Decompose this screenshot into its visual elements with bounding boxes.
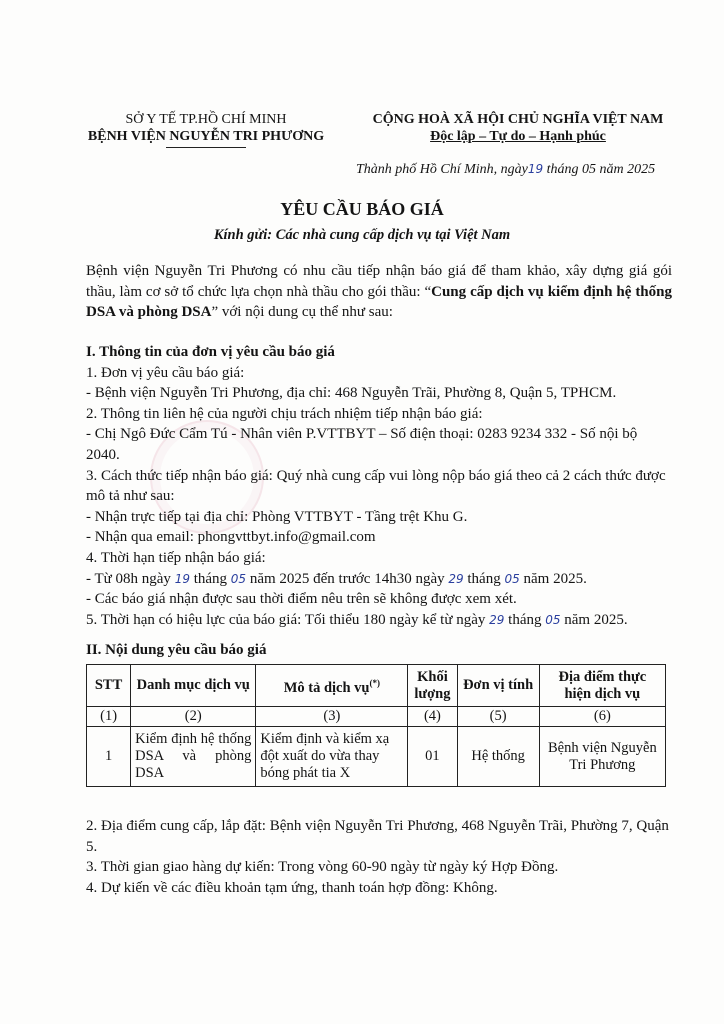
l9-day1-handwritten: 19 (174, 571, 190, 586)
section-2-lines (86, 816, 672, 898)
section-1-line-11 (86, 610, 672, 631)
header-quantity: Khối lượng (408, 665, 457, 707)
section-1-line-7: - Nhận qua email: phongvttbyt.info@gmail.com (86, 529, 376, 546)
intro-paragraph (86, 261, 672, 323)
col-number-3: (3) (256, 707, 408, 727)
l9-b: tháng (189, 570, 231, 587)
intro-part2: ” với nội dung cụ thể như sau: (211, 304, 393, 321)
header-stt: STT (87, 665, 131, 707)
l11-day-handwritten: 29 (489, 612, 505, 627)
l11-c: năm 2025. (560, 611, 628, 628)
section-1-line-3: 2. Thông tin liên hệ của người chịu trách nhiệm tiếp nhận báo giá: (86, 405, 483, 422)
department-name: SỞ Y TẾ TP.HỒ CHÍ MINH (125, 112, 287, 127)
l9-month2-handwritten: 05 (504, 571, 520, 586)
section-1-line-10: - Các báo giá nhận được sau thời điểm nêu trên sẽ không được xem xét. (86, 591, 517, 608)
section-1-line-5: 3. Cách thức tiếp nhận báo giá: Quý nhà cung cấp vui lòng nộp báo giá theo cả 2 cách thức được mô tả như sau: (86, 467, 666, 505)
col-number-5: (5) (457, 707, 539, 727)
l9-month1-handwritten: 05 (230, 571, 247, 586)
section-1-heading: I. Thông tin của đơn vị yêu cầu báo giá (86, 344, 335, 360)
motto (358, 127, 678, 146)
country-name: CỘNG HOÀ XÃ HỘI CHỦ NGHĨA VIỆT NAM (372, 112, 664, 127)
header-service-list: Danh mục dịch vụ (131, 665, 256, 707)
table-header-row (87, 665, 666, 707)
motto-text: Độc lập – Tự do – Hạnh phúc (430, 129, 606, 144)
section-2-line-3: 3. Thời gian giao hàng dự kiến: Trong vòng 60-90 ngày từ ngày ký Hợp Đồng. (86, 859, 559, 876)
date-line (356, 162, 655, 178)
service-table (86, 664, 666, 787)
section-1-line-6: - Nhận trực tiếp tại địa chỉ: Phòng VTTBYT - Tầng trệt Khu G. (86, 508, 468, 525)
row-quantity: 01 (408, 727, 457, 787)
l9-day2-handwritten: 29 (448, 571, 464, 586)
recipient-line: Kính gửi: Các nhà cung cấp dịch vụ tại Việt Nam (213, 227, 511, 243)
col-number-4: (4) (408, 707, 457, 727)
row-unit: Hệ thống (457, 727, 539, 787)
header-service-description (256, 665, 408, 707)
header-description-text: Mô tả dịch vụ (283, 679, 370, 696)
intro-part1: Bệnh viện Nguyễn Tri Phương có nhu cầu tiếp nhận báo giá để tham khảo, xây dựng giá gói thầu, làm cơ sở tổ chức lựa chọn nhà thầu cho gói thầu: “ (86, 263, 672, 300)
l11-b: tháng (504, 611, 546, 628)
table-row (87, 727, 666, 787)
section-1-line-2: - Bệnh viện Nguyễn Tri Phương, địa chỉ: 468 Nguyễn Trãi, Phường 8, Quận 5, TPHCM. (86, 385, 617, 402)
section-1-line-8: 4. Thời hạn tiếp nhận báo giá: (86, 549, 266, 566)
date-prefix: Thành phố Hồ Chí Minh, ngày (356, 162, 528, 177)
package-name: Cung cấp dịch vụ kiểm định hệ thống DSA và phòng DSA (86, 283, 672, 321)
section-2-line-2: 2. Địa điểm cung cấp, lắp đặt: Bệnh viện Nguyễn Tri Phương, 468 Nguyễn Trãi, Phường 7, Quận 5. (86, 818, 669, 855)
header-location: Địa điểm thực hiện dịch vụ (539, 665, 665, 707)
row-service-description: Kiểm định và kiểm xạ đột xuất do vừa thay bóng phát tia X (256, 727, 408, 787)
l11-a: 5. Thời hạn có hiệu lực của báo giá: Tối thiểu 180 ngày kể từ ngày (86, 611, 490, 628)
section-1-line-4: - Chị Ngô Đức Cẩm Tú - Nhân viên P.VTTBYT – Số điện thoại: 0283 9234 332 - Số nội bộ 2040. (86, 426, 638, 463)
row-service-list: Kiểm định hệ thống DSA và phòng DSA (131, 727, 256, 787)
l9-d: tháng (463, 570, 505, 587)
header-unit: Đơn vị tính (457, 665, 539, 707)
hospital-name-underline (166, 147, 246, 148)
col-number-1: (1) (87, 707, 131, 727)
hospital-name: BỆNH VIỆN NGUYỄN TRI PHƯƠNG (87, 129, 325, 144)
section-2-heading: II. Nội dung yêu cầu báo giá (86, 642, 267, 658)
section-1 (86, 342, 672, 630)
document-title: YÊU CẦU BÁO GIÁ (280, 199, 444, 219)
col-number-2: (2) (131, 707, 256, 727)
section-2-line-4: 4. Dự kiến về các điều khoản tạm ứng, thanh toán hợp đồng: Không. (86, 879, 498, 896)
date-suffix: tháng 05 năm 2025 (543, 162, 656, 177)
l9-c: năm 2025 đến trước 14h30 ngày (246, 570, 449, 587)
col-number-6: (6) (539, 707, 665, 727)
row-location: Bệnh viện Nguyễn Tri Phương (539, 727, 665, 787)
date-day-handwritten: 19 (527, 162, 544, 176)
section-1-line-1: 1. Đơn vị yêu cầu báo giá: (86, 364, 245, 381)
section-1-line-9 (86, 569, 672, 590)
header-description-sup: (*) (369, 677, 380, 688)
l9-a: - Từ 08h ngày (86, 570, 175, 587)
l11-month-handwritten: 05 (545, 612, 561, 627)
row-stt: 1 (87, 727, 131, 787)
l9-e: năm 2025. (519, 570, 587, 587)
table-number-row (87, 707, 666, 727)
